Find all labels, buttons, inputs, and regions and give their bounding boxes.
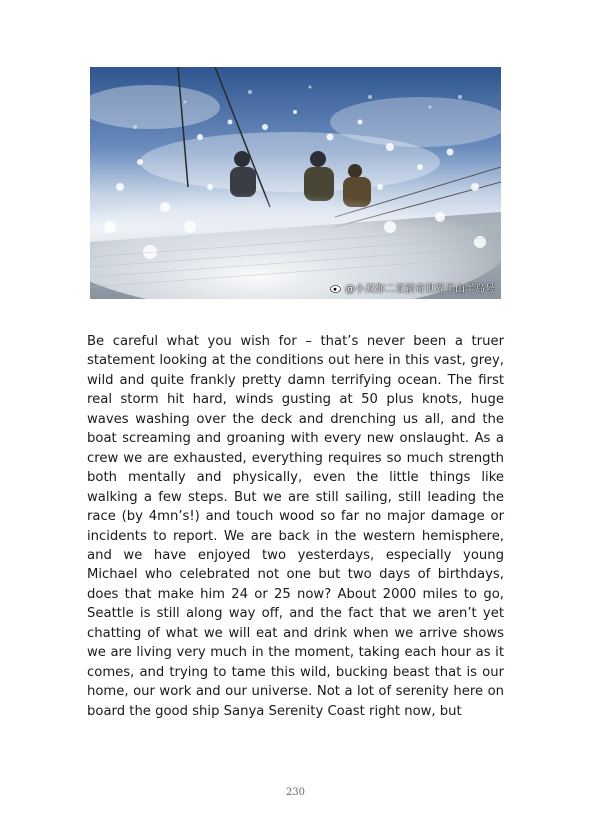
- sailing-storm-photo: [90, 67, 501, 299]
- page-number: 230: [285, 787, 306, 798]
- body-paragraph: Be careful what you wish for – that’s never been a truer statement looking at the conditions out here in this vast, grey, wild and quite frankly pretty damn terrifying ocean. The first real storm hit hard, winds gusting at 50 plus knots, huge waves washing over the deck and drenching us all, and the boat screaming and groaning with every new onslaught. As a crew we are exhausted, everything requires so much strength both mentally and physically, even the little things like walking a few steps. But we are still sailing, still leading the race (by 4mn’s!) and touch wood so far no major damage or incidents to report. We are back in the western hemisphere, and we have enjoyed two yesterdays, especially young Michael who celebrated not one but two days of birthdays, does that make him 24 or 25 now? About 2000 miles to go, Seattle is still along way off, and the fact that we aren’t yet chatting of what we will eat and drink when we arrive shows we are living very much in the moment, taking each hour as it comes, and trying to tame this wild, bucking beast that is our home, our work and our universe. Not a lot of serenity here on board the good ship Sanya Serenity Coast right now, but: [87, 334, 504, 719]
- weibo-icon: [330, 283, 342, 293]
- photo-watermark: [330, 280, 495, 295]
- watermark-text: @小双你二亚新奇世界半山半岛号: [345, 284, 495, 295]
- photo-illustration: [90, 67, 501, 299]
